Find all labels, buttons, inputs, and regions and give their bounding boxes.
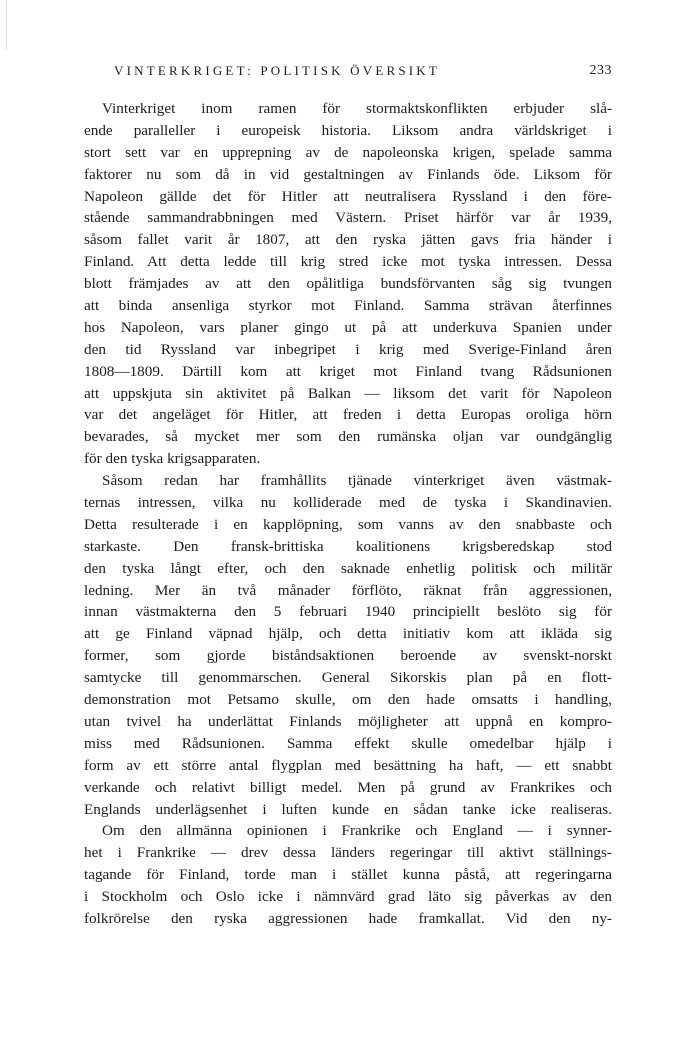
text-line: starkaste. Den fransk-brittiska koalitionens krigsberedskap stod	[84, 537, 612, 555]
text-line: Om den allmänna opinionen i Frankrike och England — i synner-	[102, 822, 612, 840]
text-line: att ge Finland väpnad hjälp, och detta initiativ kom att ikläda sig	[84, 625, 612, 643]
page-number: 233	[589, 63, 612, 78]
text-line: Såsom redan har framhållits tjänade vinterkriget även västmak-	[102, 472, 612, 490]
text-line: Englands underlägsenhet i luften kunde en sådan tanke icke realiseras.	[84, 800, 612, 818]
text-line: stående sammandrabbningen med Västern. Priset härför var år 1939,	[84, 209, 612, 227]
text-line: former, som gjorde biståndsaktionen beroende av svenskt-norskt	[84, 647, 612, 665]
text-line: för den tyska krigsapparaten.	[84, 450, 261, 468]
page-edge-mark	[0, 0, 7, 50]
text-line: Detta resulterade i en kapplöpning, som vanns av den snabbaste och	[84, 515, 612, 533]
text-line: ternas intressen, vilka nu kolliderade med de tyska i Skandinavien.	[84, 494, 612, 512]
text-line: Finland. Att detta ledde till krig stred icke mot tyska intressen. Dessa	[84, 253, 612, 271]
text-line: 1808—1809. Därtill kom att kriget mot Finland tvang Rådsunionen	[84, 362, 612, 380]
text-line: hos Napoleon, vars planer gingo ut på att underkuva Spanien under	[84, 318, 612, 336]
text-line: tagande för Finland, torde man i stället kunna påstå, att regeringarna	[84, 866, 612, 884]
text-line: den tyska långt efter, och den saknade enhetlig politisk och militär	[84, 559, 612, 577]
text-line: ledning. Mer än två månader förflöto, räknat från aggressionen,	[84, 581, 612, 599]
text-line: bevarades, så mycket mer som den rumänska oljan var oundgänglig	[84, 428, 612, 446]
running-title: VINTERKRIGET: POLITISK ÖVERSIKT	[114, 63, 441, 78]
text-line: demonstration mot Petsamo skulle, om den hade omsatts i handling,	[84, 691, 612, 709]
text-line: miss med Rådsunionen. Samma effekt skulle omedelbar hjälp i	[84, 734, 612, 752]
text-line: blott främjades av att den opålitliga bundsförvanten såg sig tvungen	[84, 275, 612, 293]
text-line: att uppskjuta sin aktivitet på Balkan — liksom det varit för Napoleon	[84, 384, 612, 402]
text-line: Vinterkriget inom ramen för stormaktskonflikten erbjuder slå-	[102, 100, 612, 117]
text-line: Napoleon gällde det för Hitler att neutralisera Ryssland i den före-	[84, 187, 612, 205]
text-line: faktorer nu som då in vid gestaltningen av Finlands öde. Liksom för	[84, 165, 612, 183]
body-text	[84, 98, 612, 930]
text-line: stort sett var en upprepning av de napoleonska krigen, spelade samma	[84, 143, 612, 161]
text-line: folkrörelse den ryska aggressionen hade framkallat. Vid den ny-	[84, 909, 612, 927]
text-line: att binda ansenliga styrkor mot Finland. Samma strävan återfinnes	[84, 297, 612, 315]
text-line: i Stockholm och Oslo icke i nämnvärd grad läto sig påverkas av den	[84, 888, 612, 906]
text-line: form av ett större antal flygplan med besättning ha haft, — ett snabbt	[84, 756, 612, 774]
text-line: verkande och relativt billigt medel. Men på grund av Frankrikes och	[84, 778, 612, 796]
text-line: var det angeläget för Hitler, att freden i detta Europas oroliga hörn	[84, 406, 612, 424]
text-line: ende paralleller i europeisk historia. Liksom andra världskriget i	[84, 121, 612, 139]
text-line: utan tvivel ha underlättat Finlands möjligheter att uppnå en kompro-	[84, 712, 612, 730]
text-line: såsom fallet varit år 1807, att den ryska jätten gavs fria händer i	[84, 231, 612, 249]
text-line: samtycke till genommarschen. General Sikorskis plan på en flott-	[84, 669, 612, 687]
page-header	[84, 63, 612, 83]
text-line: het i Frankrike — drev dessa länders regeringar till aktivt ställnings-	[84, 844, 612, 862]
text-line: den tid Ryssland var inbegripet i krig med Sverige-Finland åren	[84, 340, 612, 358]
text-line: innan västmakterna den 5 februari 1940 principiellt beslöto sig för	[84, 603, 612, 621]
